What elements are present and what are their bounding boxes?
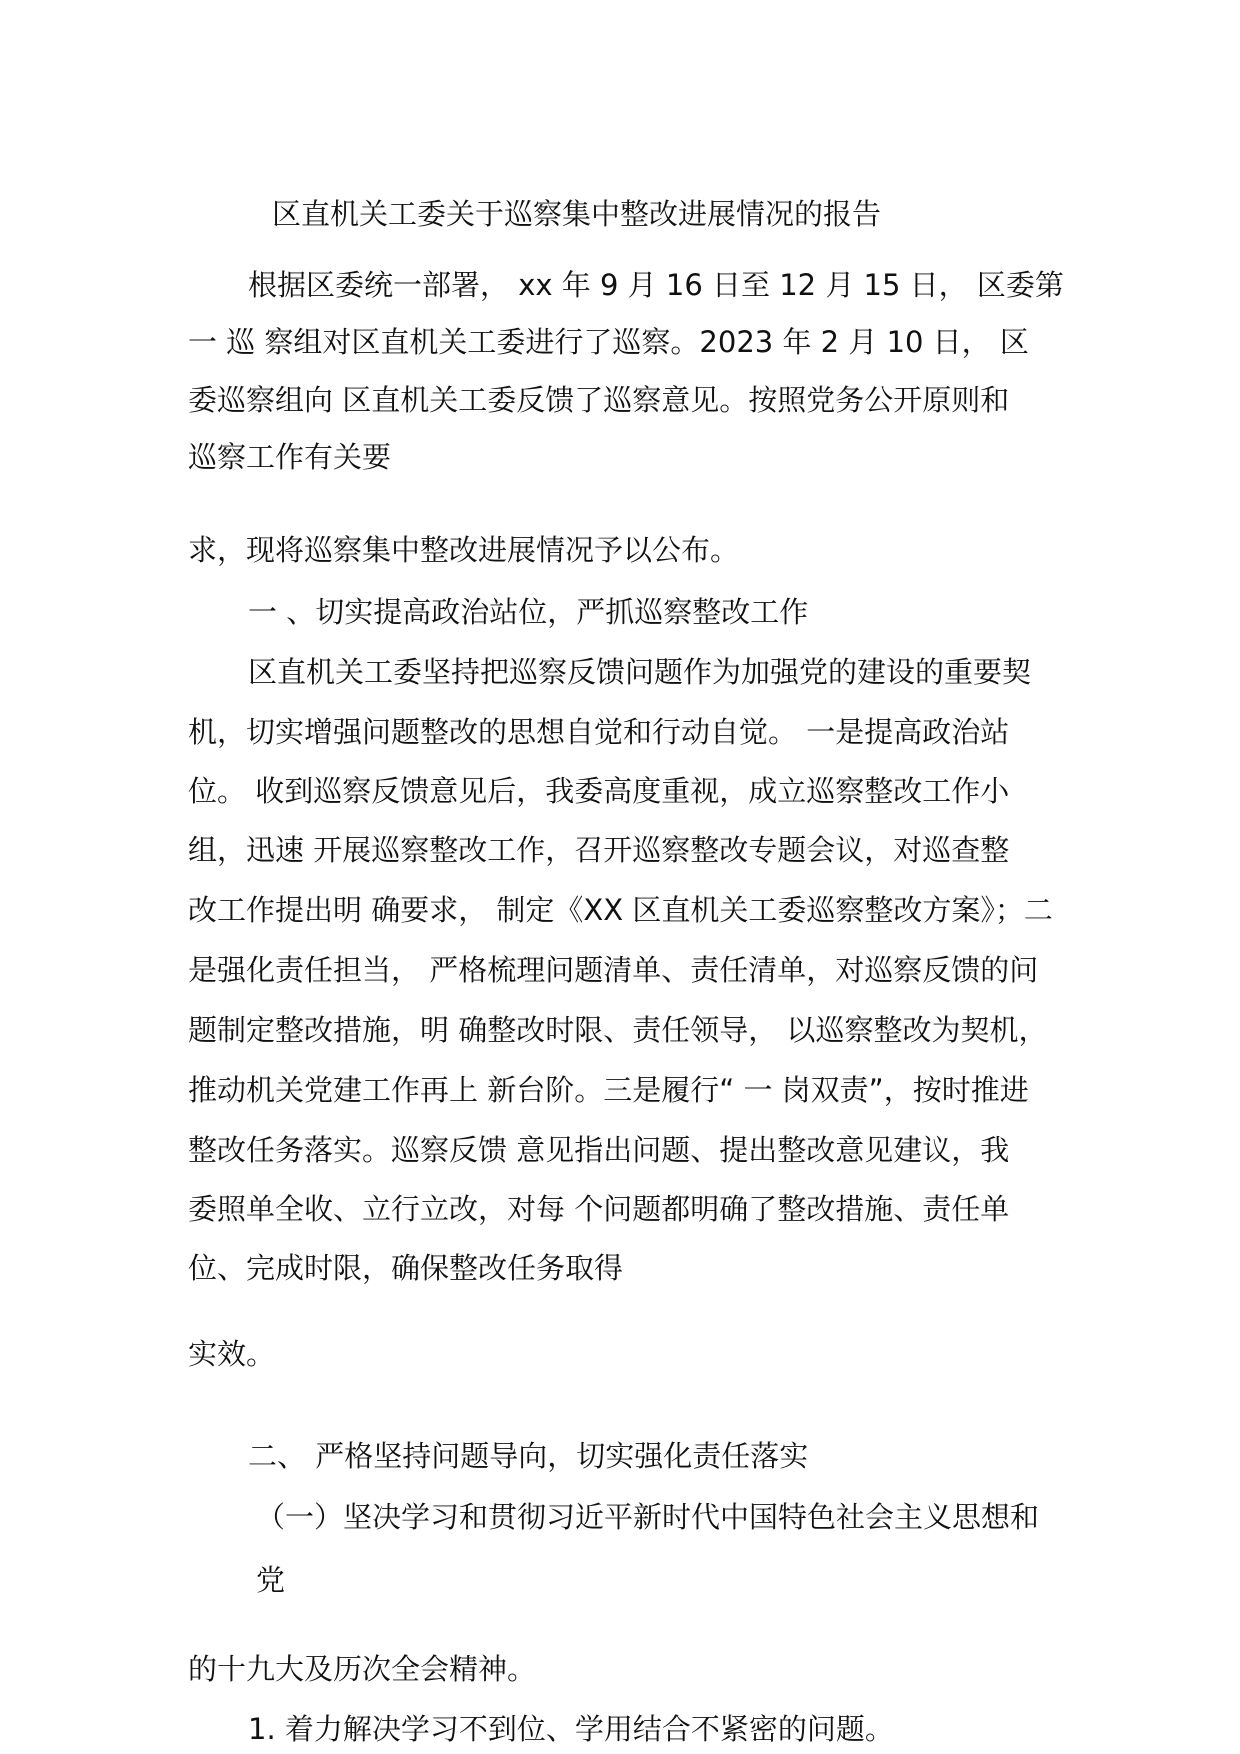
- paragraph-line: 题制定整改措施，明 确整改时限、责任领导， 以巡察整改为契机，: [188, 1013, 1048, 1047]
- paragraph-line: 区直机关工委坚持把巡察反馈问题作为加强党的建设的重要契: [248, 655, 1032, 689]
- paragraph-line: 改工作提出明 确要求， 制定《XX 区直机关工委巡察整改方案》；二: [188, 893, 1053, 927]
- subsection-heading: 党: [256, 1563, 286, 1597]
- list-item: 1. 着力解决学习不到位、学用结合不紧密的问题。: [248, 1712, 894, 1746]
- subsection-heading: （一）坚决学习和贯彻习近平新时代中国特色社会主义思想和: [256, 1500, 1040, 1534]
- paragraph-line: 根据区委统一部署， xx 年 9 月 16 日至 12 月 15 日， 区委第: [248, 268, 1064, 302]
- paragraph-line: 巡察工作有关要: [188, 440, 392, 474]
- paragraph-line: 整改任务落实。巡察反馈 意见指出问题、提出整改意见建议，我: [188, 1133, 1010, 1167]
- paragraph-line: 一 巡 察组对区直机关工委进行了巡察。2023 年 2 月 10 日， 区: [188, 325, 1029, 359]
- document-title: 区直机关工委关于巡察集中整改进展情况的报告: [272, 197, 882, 231]
- paragraph-line: 求，现将巡察集中整改进展情况予以公布。: [188, 533, 740, 567]
- paragraph-line: 委巡察组向 区直机关工委反馈了巡察意见。按照党务公开原则和: [188, 383, 1010, 417]
- paragraph-line: 位。 收到巡察反馈意见后，我委高度重视，成立巡察整改工作小: [188, 774, 1010, 808]
- paragraph-line: 委照单全收、立行立改，对每 个问题都明确了整改措施、责任单: [188, 1192, 1010, 1226]
- paragraph-line: 的十九大及历次全会精神。: [188, 1652, 537, 1686]
- paragraph-line: 是强化责任担当， 严格梳理问题清单、责任清单，对巡察反馈的问: [188, 953, 1039, 987]
- paragraph-line: 机，切实增强问题整改的思想自觉和行动自觉。 一是提高政治站: [188, 715, 1010, 749]
- section-heading: 一 、切实提高政治站位，严抓巡察整改工作: [248, 595, 809, 629]
- paragraph-line: 组，迅速 开展巡察整改工作，召开巡察整改专题会议，对巡查整: [188, 833, 1010, 867]
- section-heading: 二、 严格坚持问题导向，切实强化责任落实: [248, 1439, 809, 1473]
- paragraph-line: 推动机关党建工作再上 新台阶。三是履行“ 一 岗双责”，按时推进: [188, 1073, 1029, 1107]
- paragraph-line: 位、完成时限，确保整改任务取得: [188, 1251, 624, 1285]
- paragraph-line: 实效。: [188, 1337, 276, 1371]
